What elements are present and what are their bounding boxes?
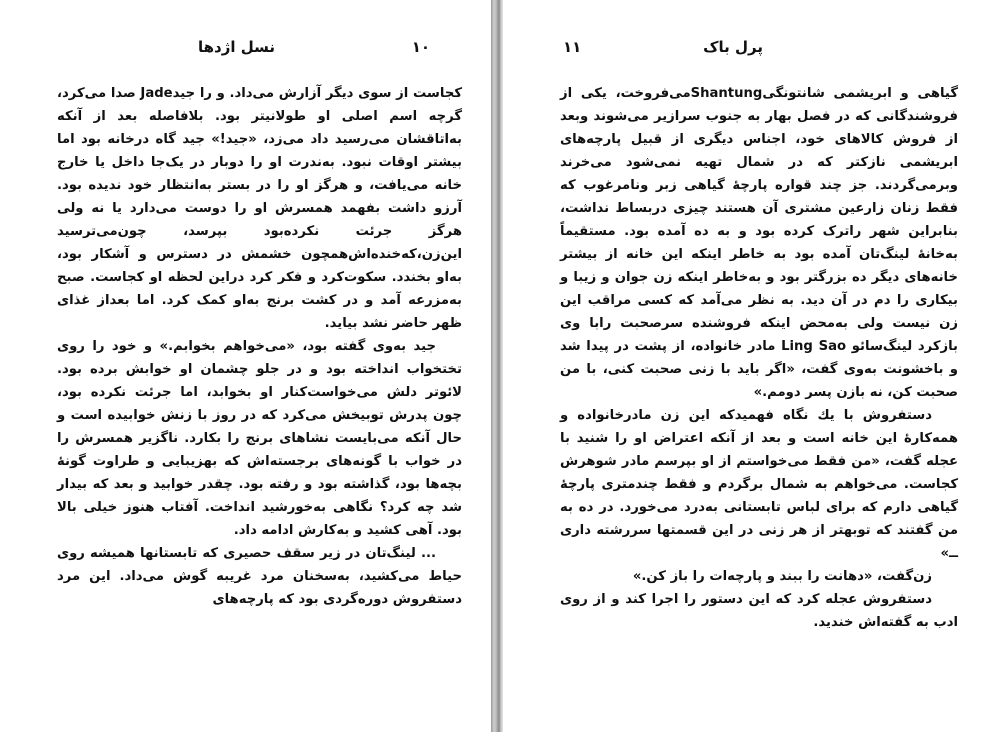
paragraph: کجاست از سوی دیگر آزارش می‌داد. و را جیدJade صدا می‌کرد، گرچه اسم اصلی او طولانیتر بود. بلافاصله بعد از آنکه به‌اتاقشان می‌رسید داد می‌زد، «جید!» جید گاه درخانه بود اما بیشتر اوقات نبود. به‌ندرت او را دوبار در یک‌جا داخل یا خارج خانه می‌یافت، و هرگز او را در بستر به‌انتظار خود ندیده بود. آرزو داشت بفهمد همسرش او را دوست می‌دارد یا نه ولی هرگز جرئت نکرده‌بود بپرسد، چون‌می‌ترسید این‌زن،که‌خنده‌اش‌همچون خشمش در دسترس و آشکار بود، به‌او بخندد. سکوت‌کرد و فکر کرد دراین لحظه او کجاست. صبح به‌مزرعه آمد و در کشت برنج به‌او کمک کرد. اما بعداز غذای ظهر حاضر نشد بیاید. — [57, 86, 462, 331]
paragraph: ... لینگ‌تان در زیر سقف حصیری که تابستانها همیشه روی حیاط می‌کشید، به‌سخنان مرد غریبه گوش می‌داد. این مرد دستفروش دوره‌گردی بود که پارچه‌های — [57, 546, 462, 607]
paragraph: گیاهی و ابریشمی شانتونگیShantungمی‌فروخت، یکی از فروشندگانی که در فصل بهار به جنوب سرازیر می‌شوند وبعد از فروش کالاهای خود، اجناس دیگری از قبیل پارچه‌های ابریشمی نازکتر که در شمال تهیه نمی‌شود می‌خرند وبرمی‌گردند. جز چند قواره پارچهٔ گیاهی زبر ونامرغوب که فقط زنان زارعین مشتری آن هستند چیزی دربساط نداشت، بنابراین شهر راترک کرده بود و به ده آمده بود. مستقیماً به‌خانهٔ لینگ‌تان آمده بود به خاطر اینکه این خانه از بیشتر خانه‌های دیگر ده بزرگتر بود و به‌خاطر اینکه زن جوان و زیبا و بیکاری را دم در آن دید. به نظر می‌آمد که کسی مراقب این زن نیست ولی به‌محض اینکه فروشنده سرصحبت رابا وی بازکرد لینگ‌سائو Ling Sao مادر خانواده، از پشت در پیدا شد و باخشونت به‌وی گفت، «اگر باید با زنی صحبت کنی، با من صحبت کن، نه بازن پسر دومم.» — [560, 86, 958, 400]
right-page-header — [563, 38, 763, 62]
left-page-running-title: نسل اژدها — [198, 38, 276, 56]
right-page — [503, 0, 995, 732]
left-page-header — [198, 38, 430, 62]
paragraph: زن‌گفت، «دهانت را ببند و پارچه‌ات را باز کن.» — [632, 569, 932, 584]
right-page-body — [560, 82, 958, 634]
book-spine-gutter — [491, 0, 503, 732]
left-page — [0, 0, 491, 732]
right-page-number: ۱۱ — [563, 38, 582, 56]
paragraph: جید به‌وی گفته بود، «می‌خواهم بخوابم.» و خود را روی تختخواب انداخته بود و در جلو چشمان او خوابش برده بود. لائوتر دلش می‌خواست‌کنار او بخوابد، اما جرئت نکرده بود، چون پدرش توبیخش می‌کرد که در روز با زنش خوابیده است و حال آنکه می‌بایست نشاهای برنج را بکارد. ناگزیر همسرش را در خواب با گونه‌های برجسته‌اش که بهزیبایی و طراوت گونهٔ بچه‌ها بود، گذاشته بود و رفته بود. چقدر خوابید و بعد که بیدار شد چه کرد؟ نگاهی به‌خورشید انداخت. آفتاب هنوز خیلی بالا بود. آهی کشید و به‌کارش ادامه داد. — [57, 339, 462, 538]
paragraph: دستفروش با یك نگاه فهمیدکه این زن مادرخانواده و همه‌کارهٔ این خانه است و بعد از آنکه اعتراض او را شنید با عجله گفت، «من فقط می‌خواستم از او بپرسم مادر شوهرش کجاست. می‌خواهم به شمال برگردم و فقط چندمتری پارچهٔ گیاهی دارم که برای لباس تابستانی به‌درد می‌خورد. در ده به من گفتند که توبهتر از هر زنی در این قسمتها سررشته داری ــ» — [560, 408, 958, 561]
left-page-number: ۱۰ — [411, 38, 430, 56]
left-page-body — [57, 82, 462, 611]
paragraph: دستفروش عجله کرد که این دستور را اجرا کند و از روی ادب به گفته‌اش خندید. — [560, 592, 958, 630]
right-page-running-title: پرل باک — [703, 38, 763, 56]
